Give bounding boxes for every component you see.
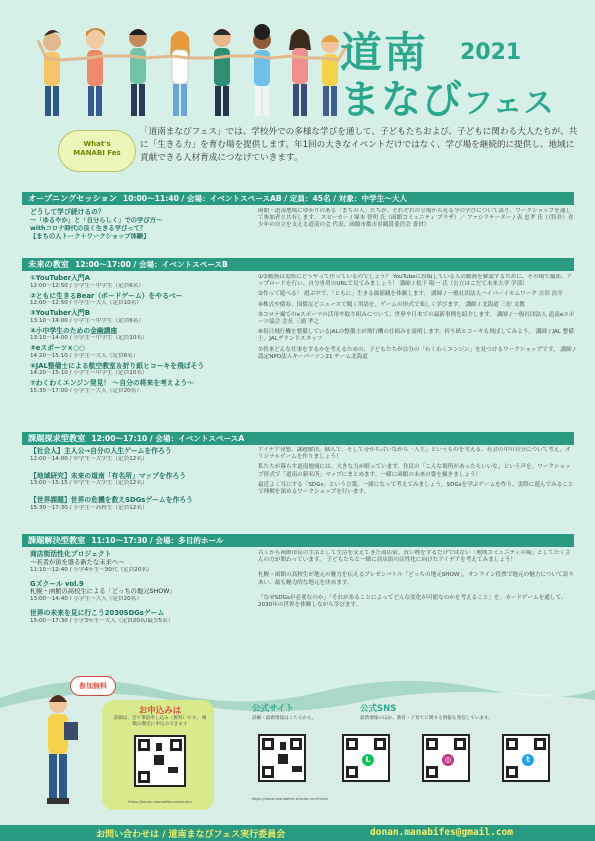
opening-title: どうして学び続けるの？ — [30, 208, 105, 216]
event-name: ⑤eスポーツ×○○ — [30, 344, 85, 352]
explore-events — [30, 447, 252, 514]
event-subtitle: ～若者が街を盛る新たな未来へ～ — [30, 558, 125, 566]
section-info: 10:00～11:40 / 会場：イベントスペースAB / 定員：45名 / 対象：中学生～大人 — [122, 194, 408, 203]
event-item — [30, 609, 252, 625]
event-item — [30, 344, 252, 360]
section-title: 課題解決型教室 — [28, 535, 86, 545]
event-item — [30, 472, 252, 488]
footer-email[interactable]: donan.manabifes@gmail.com — [370, 827, 513, 838]
section-header-future — [22, 258, 574, 271]
event-item — [30, 362, 252, 378]
event-item — [30, 309, 252, 325]
sns-note: 最新情報のほか、教育・子育てに関する情報も発信しています。 — [360, 716, 493, 721]
event-time: 11:10～12:40 / 小学4年生～30代（定員20名） — [30, 566, 153, 573]
event-time: 13:00～15:15 / 中学生～大学生（定員12名） — [30, 480, 148, 486]
solve-descriptions — [258, 550, 576, 660]
future-events — [30, 274, 252, 397]
event-time: 12:00～12:50 / 小学生～中学生（定員6名） — [30, 282, 144, 289]
title-line2-small: フェス — [463, 86, 555, 121]
instagram-icon: ◎ — [442, 754, 454, 766]
event-item — [30, 550, 252, 574]
site-qr-code[interactable] — [258, 734, 306, 782]
section-title: オープニングセッション — [28, 193, 117, 203]
event-description: ⑦将来どんな仕事をするかを考えるための、子どもたちが自分の「わくわくエンジン」を見つけるワークショップです。 講師 / 認定NPO法人キーパーソン21 チーム北海道 — [258, 346, 576, 360]
section-title: 未来の教室 — [28, 259, 69, 269]
event-name: 商店街活性化プロジェクト — [30, 550, 112, 558]
event-item — [30, 379, 252, 395]
whats-manabi-fes-bubble — [58, 130, 136, 172]
person-with-tablet-illustration — [28, 690, 88, 810]
section-title: 課題探求型教室 — [28, 433, 86, 443]
event-description: ④株式や債券、国債などニュースで聞く用語を、ゲームの形式で楽しく学びます。 講師 / 北海道 三好 文教 — [258, 301, 525, 308]
event-subtitle: 札幌・函館の高校生による「どっちの地元SHOW」 — [30, 588, 176, 595]
people-illustration — [38, 24, 348, 116]
event-time: 14:20～15:10 / 小学生～中学生（定員10名） — [30, 370, 148, 376]
event-time: 13:10～14:00 / 小学生～中学生（定員10名） — [30, 335, 148, 341]
event-name: Gズクール vol.9 — [30, 579, 84, 588]
event-name: ①YouTuber入門A — [30, 274, 90, 282]
site-note: 詳細・最新情報はこちらから。 — [252, 716, 317, 721]
bubble-line1: What's — [83, 140, 111, 148]
twitter-icon: t — [522, 754, 534, 766]
event-description: 「なぜSDGsが必要なのか」「それがあることによってどんな変化が可能なのかを考えること」を、カードゲームを通して、2030年の世界を体験しながら学びます。 — [258, 594, 567, 609]
apply-note: 詳細は、全て事前申し込み（無料）です。 複数の教室に申込みできます — [113, 716, 207, 727]
line-icon: L — [362, 754, 374, 766]
event-description: 最近よく耳にする「SDGs」という言葉、一緒になって考えてみましょう。SDGsを学ぶゲームを作り、実際に遊んでみることで理解を深めるワークショップを行います。 — [258, 481, 574, 496]
event-time: 13:00～14:40 / 小学生～大人（定員20名） — [30, 596, 142, 602]
apply-qr-code[interactable] — [134, 735, 186, 787]
event-name: 【地域研究】未来の道南「有名所」マップを作ろう — [30, 471, 187, 480]
event-name: ④小中学生のための金融講座 — [30, 326, 118, 335]
apply-url[interactable]: https://donan-manabifes.com/entry — [128, 800, 192, 804]
event-name: ⑦わくわくエンジン発見！ ～自分の将来を考えよう～ — [30, 379, 195, 387]
event-item — [30, 292, 252, 308]
title-line2-main: まなび — [340, 77, 463, 123]
opening-line: withコロナ時代の良く生きる学びって？ — [30, 224, 147, 232]
explore-descriptions — [258, 447, 576, 527]
event-time: 12:00～14:00 / 中学生～大学生（定員12名） — [30, 455, 148, 462]
bubble-line2: MANABI Fes — [73, 149, 121, 157]
event-name: ②ともに生きるBear（ボードゲーム）をやるべー — [30, 291, 183, 300]
site-url[interactable]: https://donanmanabifes.wixsite.com/home — [251, 797, 329, 801]
section-header-opening — [22, 192, 574, 205]
event-name: ③YouTuber入門B — [30, 309, 90, 317]
event-name: ⑥JAL整備士による航空教室＆折り紙ヒコーキを飛ばそう — [30, 361, 205, 370]
event-description: アイデア発想、課題解決、個人で、そして分かち合いながら「人生」というものを考える、社会の中の自分について考え、オリジナルゲームを作りましょう！ — [258, 447, 571, 461]
section-header-solve — [22, 534, 574, 547]
event-time: 15:00～17:30 / 小学3年生～大人（定員20名/最少5名） — [30, 617, 174, 624]
event-description: 札幌・函館の高校生が地元の魅力を伝えるプレゼンバトル「どっちの地元SHOW」。オンライン投票で地元の魅力について語りあい、最も魅力的な地元を決めます。 — [258, 572, 574, 586]
event-description: 私たちが暮らす道南地域には、大きな力が眠っています。住民の「こんな場所があったらいいな」という声を、ワークショップ形式で「道南の新名所」マップにまとめます。一緒に函館の未来の姿を描きましょう！ — [258, 464, 571, 478]
section-info: 12:00～17:00 / 会場：イベントスペースB — [74, 260, 228, 269]
event-name: 【世界課題】世界の危機を救えSDGsゲームを作ろう — [30, 496, 193, 504]
site-title: 公式サイト — [252, 704, 294, 714]
opening-left — [30, 208, 252, 241]
instagram-qr-code[interactable] — [422, 734, 470, 782]
sns-title: 公式SNS — [360, 704, 397, 714]
opening-description: 函館・道南地域にゆかりのある「まちの人」たちが、それぞれの立場から見る今の学びについて語り、ワークショップを通して参加者と共有します。 スピーカー / 塚本 智明 氏（函館コミュニティ プラザ）／ ファシリテーター / 表 忠孝 氏（（特非）青少年の自立を支える道南の会 代表、函館市都市景観賞委員会 委員） — [258, 208, 574, 229]
line-qr-code[interactable] — [342, 734, 390, 782]
event-item — [30, 580, 252, 604]
event-time: 12:00～12:50 / 小学生～大人（定員10名） — [30, 300, 142, 306]
twitter-qr-code[interactable] — [502, 734, 550, 782]
footer-contact-label: お問い合わせは / 道南まなびフェス実行委員会 — [96, 830, 286, 840]
title-line2 — [340, 68, 555, 125]
section-header-explore — [22, 432, 574, 445]
event-description: ⑤コロナ禍でのeスポーツの活用や取り組みについて、世界や日本での最新事例を紹介します。 講師 / 一般社団法人 道南eスポーツ協会 会長 三浦 孝之 — [258, 311, 575, 326]
free-badge: 参加無料 — [70, 676, 116, 696]
event-time: 14:20～15:10 / 小学生～大人（定員6名） — [30, 352, 139, 359]
solve-events — [30, 550, 252, 627]
event-description: ②作って遊べる！ 遊ぶ中で、「ともに」生きる価値観を体験します。 講師 / 一般社団法人ハイパーイカムワーク 吉田 浩平 — [258, 291, 563, 298]
event-time: 15:30～17:00 / 小学生～大人（定員20名） — [30, 387, 142, 394]
event-description: 古くから函館市民の生活として生活を支えてきた商店街。買い物をするだけではない「地域コミュニティの場」としてたくさんの方が関わっています。 子どもたちと一緒に商店街の活性化に向けたアイデアを考えてみましょう！ — [258, 550, 571, 564]
apply-title: お申込みは — [138, 706, 182, 716]
event-time: 13:10～14:00 / 小学生～中学生（定員6名） — [30, 317, 144, 324]
opening-line: ～「ゆるやか」と「自分らしく」での学び方～ — [30, 216, 163, 224]
title-year: 2021 — [460, 40, 522, 65]
event-item — [30, 274, 252, 290]
event-description: ⑥毎日飛行機を整備しているJALの整備士が飛行機の仕組みを説明します。折り紙ヒコーキも飛ばしてみよう。 講師 / JAL 整備士、JALグランドスタッフ — [258, 329, 574, 343]
event-time: 15:30～17:30 / 小学生～高校生（定員12名） — [30, 504, 148, 511]
event-item — [30, 447, 252, 463]
event-description: ①②動画は実際にどうやって作っているのでしょう？ YouTubeに投稿している人の動画を解説するために、その場で撮影、アップロードを行い、自分専用のURLで見てみましょう！ 講師 / 松下 陽一 氏（公立はこだて未来大学 学部） — [258, 274, 573, 288]
title-line1: 道南 — [340, 28, 429, 77]
event-item — [30, 327, 252, 343]
future-descriptions — [258, 274, 576, 420]
event-item — [30, 496, 252, 512]
section-info: 11:10～17:30 / 会場：多目的ホール — [91, 536, 224, 545]
intro-text: 「道南まなびフェス」では、学校外での多様な学びを通して、子どもたちおよび、子どもに関わる大人たちが、共に「生きる力」を育む場を提供します。年1回の大きなイベントだけではなく、学び場を継続的に提供し、地域に貢献できる人材育成につなげていきます。 — [140, 127, 578, 163]
event-name: 【社会人】主人公→自分の人生ゲームを作ろう — [30, 447, 172, 455]
event-name: 世界の未来を見に行こう2030SDGsゲーム — [30, 609, 165, 617]
opening-line: 【まちの人トーク＋ワークショップ体験】 — [30, 232, 150, 240]
section-info: 12:00～17:10 / 会場：イベントスペースA — [91, 434, 245, 443]
